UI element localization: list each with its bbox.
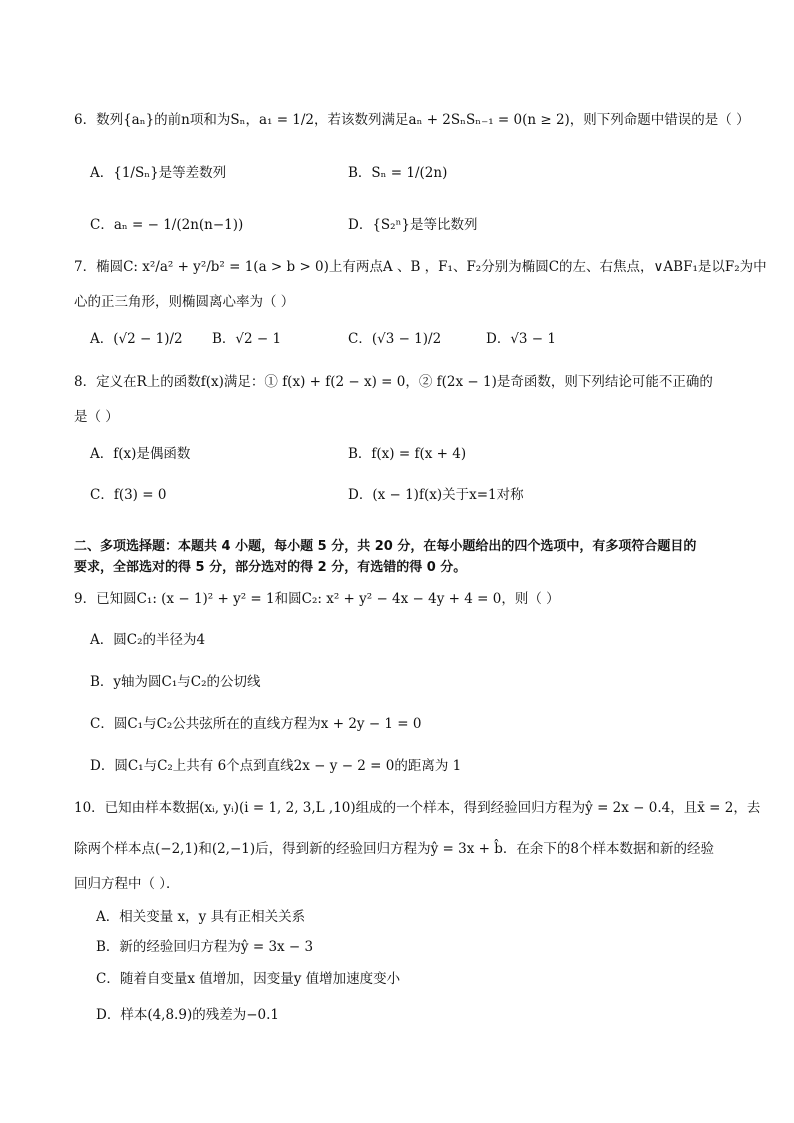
- q7-option-b: B．√2 − 1: [212, 331, 282, 347]
- q6-stem: 6．数列{aₙ}的前n项和为Sₙ，a₁ = 1/2，若该数列满足aₙ + 2SₙSₙ₋₁ = 0(n ≥ 2)，则下列命题中错误的是（ ）: [74, 112, 750, 128]
- q8-option-c: C．f(3) = 0: [90, 487, 167, 503]
- q7-stem-line2: 心的正三角形，则椭圆离心率为（ ）: [74, 294, 295, 310]
- q8-stem-line2: 是（ ）: [74, 409, 119, 425]
- q7-option-a: A．(√2 − 1)/2: [90, 331, 183, 347]
- q9-stem: 9．已知圆C₁: (x − 1)² + y² = 1和圆C₂: x² + y² − 4x − 4y + 4 = 0，则（ ）: [74, 591, 560, 607]
- q9-option-c: C．圆C₁与C₂公共弦所在的直线方程为x + 2y − 1 = 0: [90, 716, 422, 732]
- q6-option-b: B．Sₙ = 1/(2n): [348, 165, 448, 181]
- section2-header-line2: 要求，全部选对的得 5 分，部分选对的得 2 分，有选错的得 0 分。: [74, 560, 467, 575]
- q8-option-a: A．f(x)是偶函数: [90, 446, 191, 462]
- q10-stem-line3: 回归方程中（ ）．: [74, 876, 180, 892]
- q10-stem-line1: 10．已知由样本数据(xᵢ, yᵢ)(i = 1, 2, 3,L ,10)组成的一个样本，得到经验回归方程为ŷ = 2x − 0.4，且x̄ = 2，去: [74, 800, 761, 816]
- q7-stem-line1: 7．椭圆C: x²/a² + y²/b² = 1(a > b > 0)上有两点A 、B ，F₁、F₂分别为椭圆C的左、右焦点，∨ABF₁是以F₂为中: [74, 259, 767, 275]
- q6-option-a: A．{1/Sₙ}是等差数列: [90, 165, 227, 181]
- q9-option-b: B．y轴为圆C₁与C₂的公切线: [90, 674, 261, 690]
- q8-option-b: B．f(x) = f(x + 4): [348, 446, 467, 462]
- q10-option-c: C．随着自变量x 值增加，因变量y 值增加速度变小: [96, 971, 401, 987]
- q9-option-a: A．圆C₂的半径为4: [90, 632, 206, 648]
- q6-option-c: C．aₙ = − 1/(2n(n−1)): [90, 217, 244, 233]
- q9-option-d: D．圆C₁与C₂上共有 6个点到直线2x − y − 2 = 0的距离为 1: [90, 758, 462, 774]
- q8-stem-line1: 8．定义在R上的函数f(x)满足：① f(x) + f(2 − x) = 0，② f(2x − 1)是奇函数，则下列结论可能不正确的: [74, 374, 713, 390]
- q10-option-a: A．相关变量 x，y 具有正相关关系: [96, 909, 306, 925]
- q7-option-d: D．√3 − 1: [486, 331, 556, 347]
- q10-option-b: B．新的经验回归方程为ŷ = 3x − 3: [96, 939, 314, 955]
- q10-stem-line2: 除两个样本点(−2,1)和(2,−1)后，得到新的经验回归方程为ŷ = 3x + b̂．在余下的8个样本数据和新的经验: [74, 841, 714, 857]
- section2-header-line1: 二、多项选择题：本题共 4 小题，每小题 5 分，共 20 分，在每小题给出的四个选项中，有多项符合题目的: [74, 539, 697, 554]
- q8-option-d: D．(x − 1)f(x)关于x=1对称: [348, 487, 524, 503]
- q7-option-c: C．(√3 − 1)/2: [348, 331, 442, 347]
- q10-option-d: D．样本(4,8.9)的残差为−0.1: [96, 1007, 279, 1023]
- q6-option-d: D．{S₂ⁿ}是等比数列: [348, 217, 478, 233]
